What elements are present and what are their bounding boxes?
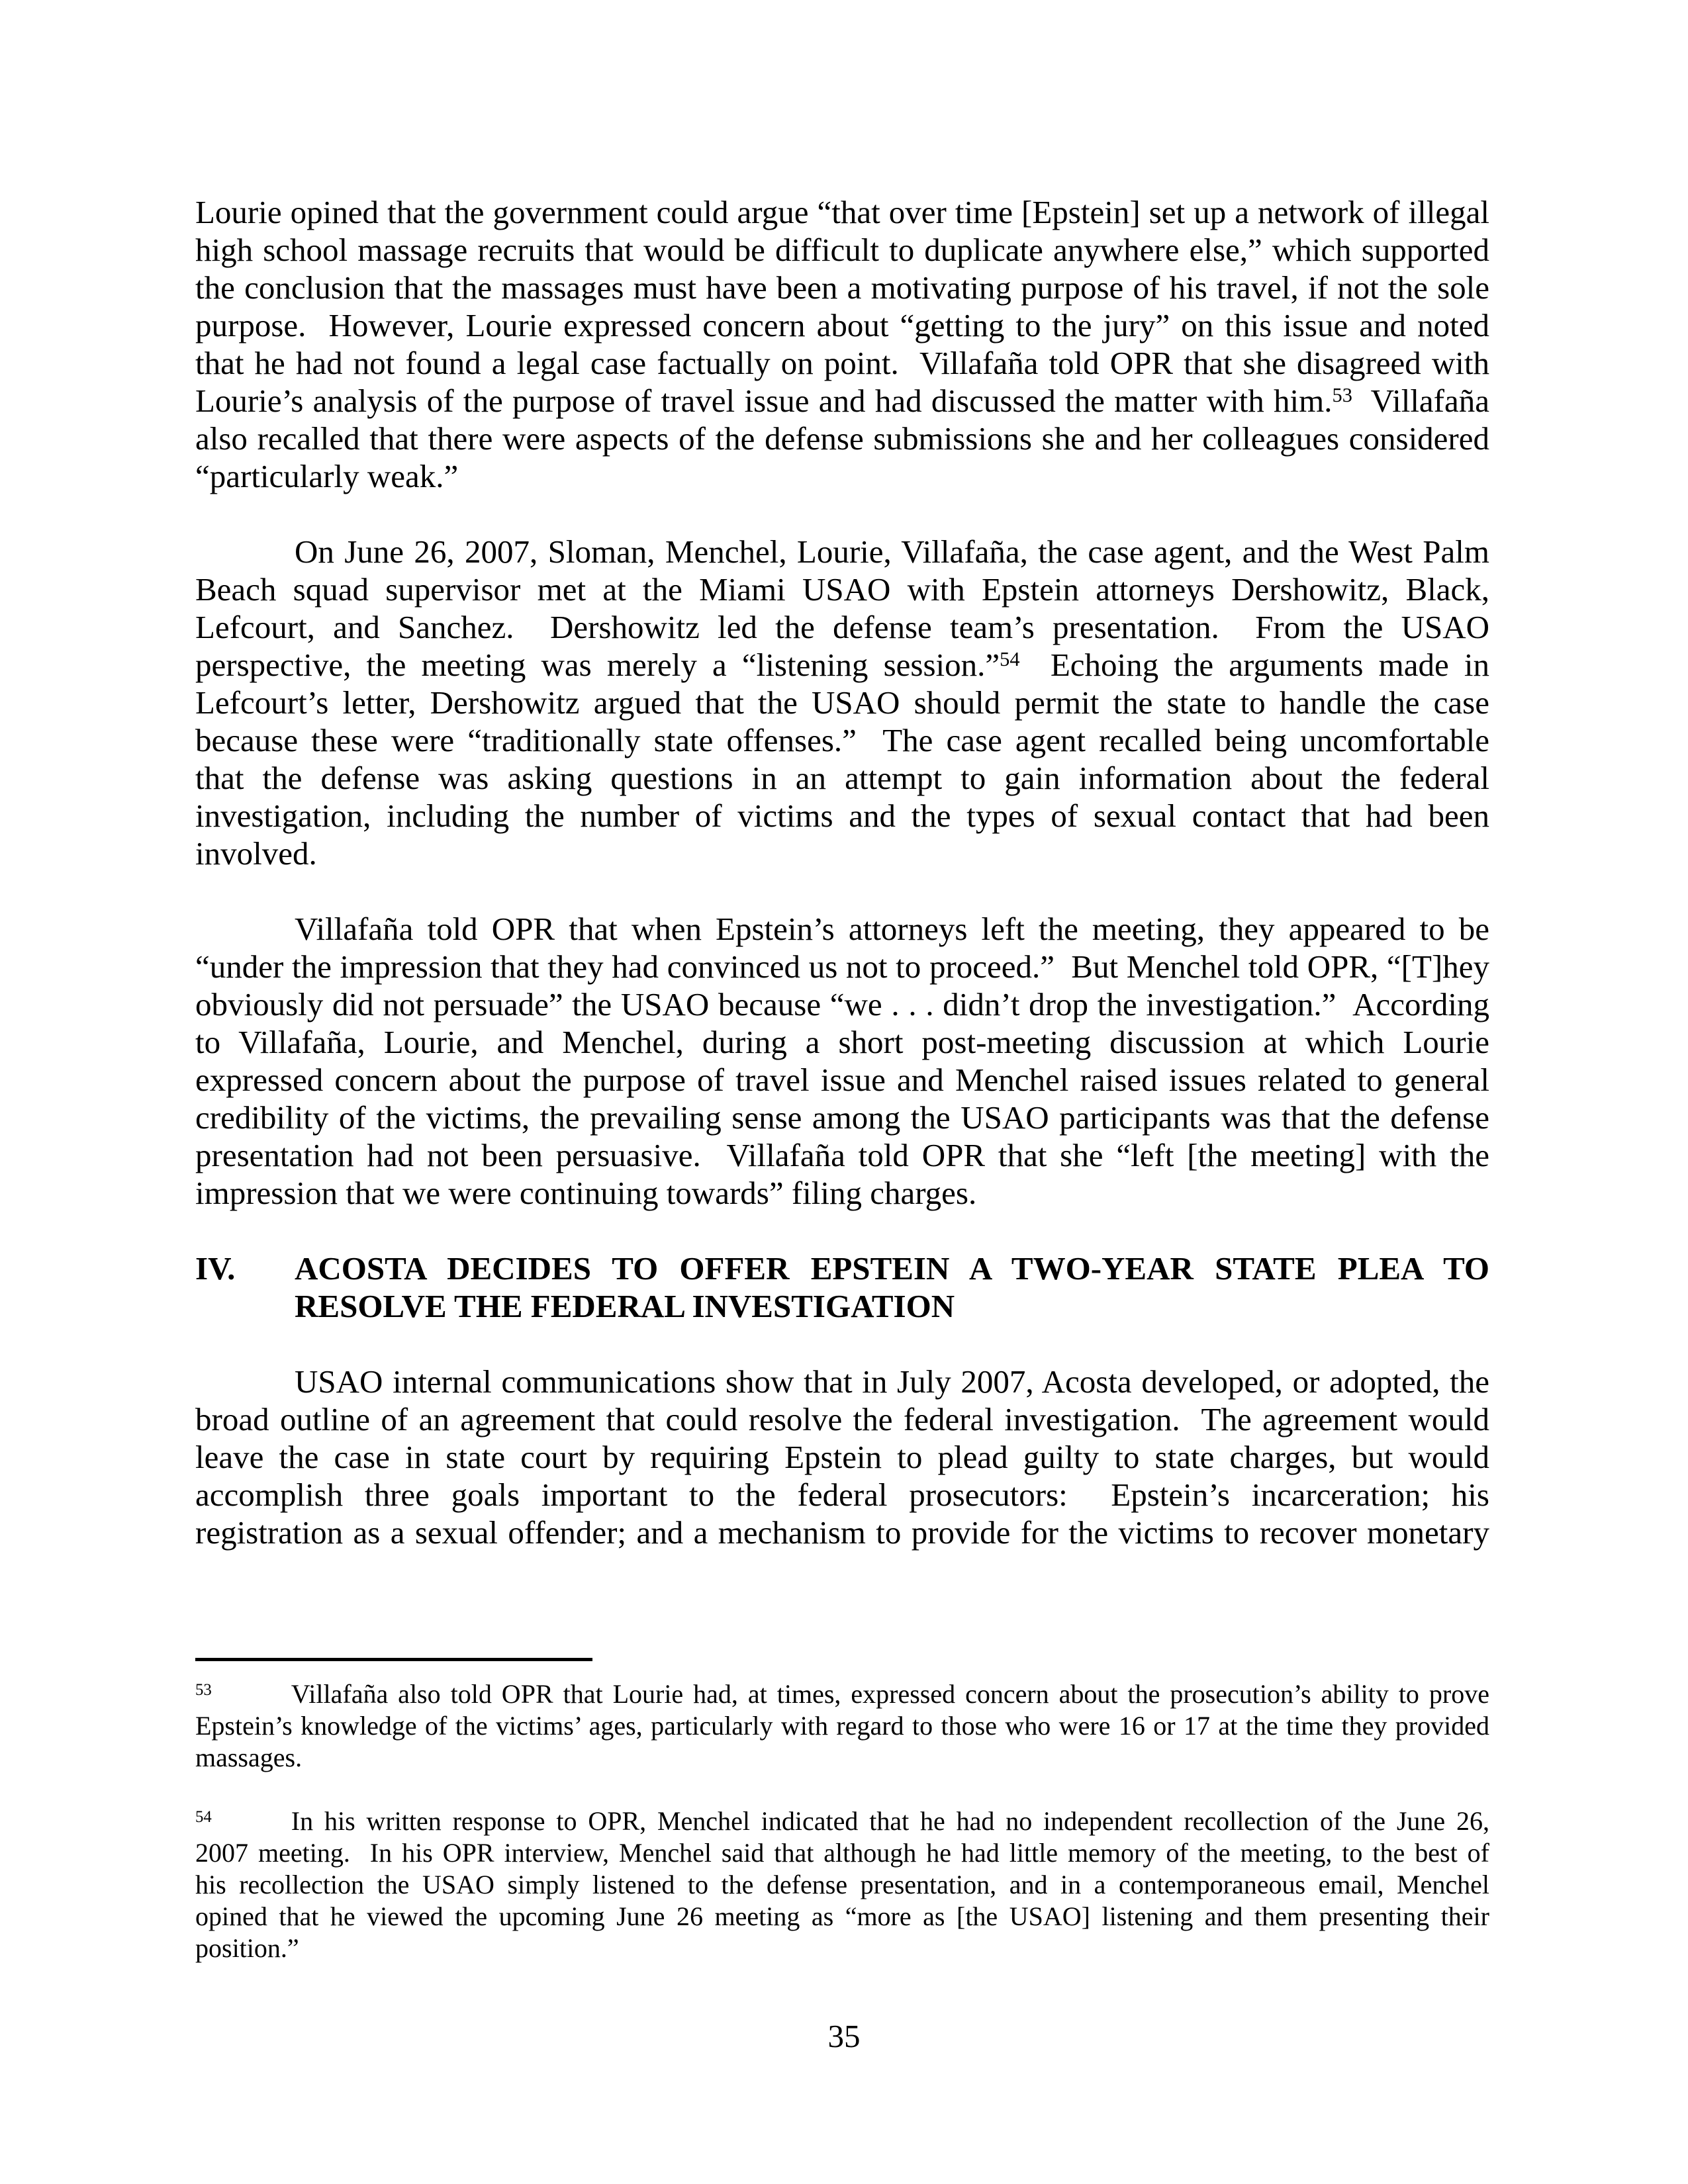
text-line: purpose. However, Lourie expressed concern about “getting to the jury” on this issue and noted [195,307,1489,343]
body-paragraph-2 [195,533,1489,872]
text-line: Lefcourt, and Sanchez. Dershowitz led the defense team’s presentation. From the USAO [195,609,1489,645]
footnote-ref: 53 [1332,383,1352,406]
text-line: that the defense was asking questions in an attempt to gain information about the federal [195,760,1489,796]
text-line: perspective, the meeting was merely a “listening session.”$^{54}$ Echoing the arguments made in [195,647,1489,683]
text-line: impression that we were continuing towards” filing charges. [195,1175,977,1211]
footnote-53 [195,1678,1489,1774]
text-line: his recollection the USAO simply listened to the defense presentation, and in a contemporaneous email, Menchel [195,1870,1489,1899]
text-line: Lourie’s analysis of the purpose of travel issue and had discussed the matter with him.$^{53}$ Villafaña [195,383,1489,419]
text-line: Lefcourt’s letter, Dershowitz argued that the USAO should permit the state to handle the case [195,684,1489,721]
text-line: credibility of the victims, the prevailing sense among the USAO participants was that the defense [195,1099,1489,1136]
text-line: Beach squad supervisor met at the Miami USAO with Epstein attorneys Dershowitz, Black, [195,571,1489,608]
text-line: high school massage recruits that would be difficult to duplicate anywhere else,” which supported [195,232,1489,268]
body-paragraph-1 [195,193,1489,495]
section-heading [195,1250,1489,1325]
text-line: “particularly weak.” [195,458,459,494]
text-line: Epstein’s knowledge of the victims’ ages, particularly with regard to those who were 16 or 17 at the time they provided [195,1711,1489,1741]
text-line: position.” [195,1933,299,1963]
text-line: presentation had not been persuasive. Villafaña told OPR that she “left [the meeting] with the [195,1137,1489,1173]
footnotes-section [195,1658,1489,1996]
section-heading-text [295,1250,1489,1325]
footnote-ref: 54 [195,1807,212,1826]
text-line: to Villafaña, Lourie, and Menchel, during a short post-meeting discussion at which Lourie [195,1024,1489,1060]
text-line: On June 26, 2007, Sloman, Menchel, Lourie, Villafaña, the case agent, and the West Palm [295,533,1489,570]
text-line: because these were “traditionally state offenses.” The case agent recalled being uncomfortable [195,722,1489,758]
text-line: USAO internal communications show that in July 2007, Acosta developed, or adopted, the [295,1363,1489,1400]
footnote-ref: 54 [1000,647,1020,670]
text-line: $^{54}$ In his written response to OPR, Menchel indicated that he had no independent recollection of the June 26, [195,1806,1489,1836]
footnote-54 [195,1805,1489,1964]
text-line: massages. [195,1743,303,1772]
text-line: expressed concern about the purpose of travel issue and Menchel raised issues related to general [195,1062,1489,1098]
body-paragraph-3 [195,910,1489,1212]
body-paragraph-4 [195,1363,1489,1551]
text-line: opined that he viewed the upcoming June 26 meeting as “more as [the USAO] listening and them presenting their [195,1901,1489,1931]
footnote-separator [195,1658,592,1661]
text-line: investigation, including the number of victims and the types of sexual contact that had been [195,797,1489,834]
text-line: accomplish three goals important to the federal prosecutors: Epstein’s incarceration; his [195,1477,1489,1513]
text-line: RESOLVE THE FEDERAL INVESTIGATION [295,1288,955,1324]
text-line: that he had not found a legal case factually on point. Villafaña told OPR that she disagreed with [195,345,1489,381]
text-line: registration as a sexual offender; and a mechanism to provide for the victims to recover monetary [195,1514,1489,1551]
section-heading-number: IV. [195,1250,236,1287]
text-line: the conclusion that the massages must have been a motivating purpose of his travel, if not the sole [195,269,1489,306]
text-line: broad outline of an agreement that could resolve the federal investigation. The agreement would [195,1401,1489,1437]
text-line: involved. [195,835,317,872]
text-line: obviously did not persuade” the USAO because “we . . . didn’t drop the investigation.” According [195,986,1489,1023]
text-line: also recalled that there were aspects of the defense submissions she and her colleagues considered [195,420,1489,457]
text-line: “under the impression that they had convinced us not to proceed.” But Menchel told OPR, “[T]hey [195,948,1489,985]
footnote-ref: 53 [195,1680,212,1699]
document-body [195,193,1489,1589]
text-line: ACOSTA DECIDES TO OFFER EPSTEIN A TWO-YEAR STATE PLEA TO [295,1250,1489,1287]
text-line: Villafaña told OPR that when Epstein’s attorneys left the meeting, they appeared to be [295,911,1489,947]
text-line: 2007 meeting. In his OPR interview, Menchel said that although he had little memory of the meeting, to the best of [195,1838,1489,1868]
text-line: leave the case in state court by requiring Epstein to plead guilty to state charges, but would [195,1439,1489,1475]
text-line: $^{53}$ Villafaña also told OPR that Lourie had, at times, expressed concern about the prosecution’s ability to prove [195,1679,1489,1709]
page-number: 35 [827,2018,861,2054]
text-line: Lourie opined that the government could argue “that over time [Epstein] set up a network of illegal [195,194,1489,230]
